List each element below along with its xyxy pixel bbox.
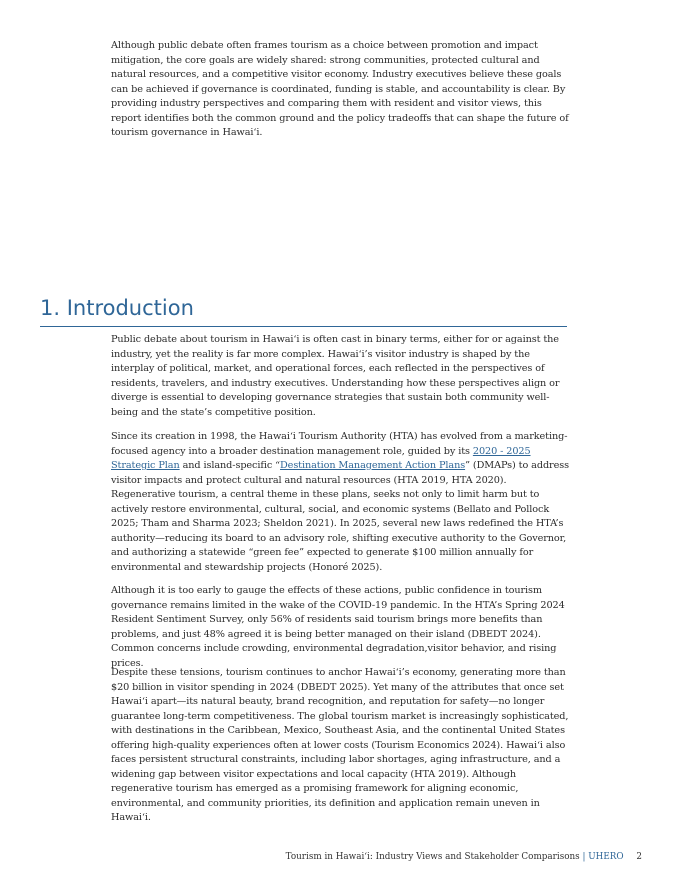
summary-paragraph: Although public debate often frames tourism as a choice between promotion and impact mitigation, the core goals are widely shared: strong communities, protected cultural and natural resources, and a competitive visitor economy. Industry executives believe these goals can be achieved if governance is coordinated, funding is stable, and accountability is clear. By providing industry perspectives and comparing them with resident and visitor views, this report identifies both the common ground and the policy tradeoffs that can shape the future of tourism governance in Hawai‘i. — [111, 40, 569, 138]
section-heading: 1. Introduction — [40, 293, 567, 327]
dmap-link[interactable]: Destination Management Action Plans — [280, 460, 466, 471]
page-number: 2 — [636, 852, 642, 862]
p2-text-a: Since its creation in 1998, the Hawai‘i Tourism Authority (HTA) has evolved from a marketing-focused agency into a broader destination management role, guided by its — [111, 431, 568, 457]
p2-text-b: and island-specific “ — [179, 460, 281, 471]
intro-paragraph-2 — [111, 430, 569, 575]
footer-title: Tourism in Hawai‘i: Industry Views and Stakeholder Comparisons — [285, 852, 580, 862]
page-footer — [286, 852, 642, 862]
intro-paragraph-4: Despite these tensions, tourism continues to anchor Hawai‘i’s economy, generating more than $20 billion in visitor spending in 2024 (DBEDT 2025). Yet many of the attributes that once set Hawai‘i apart—its natural beauty, brand recognition, and reputation for safety—no longer guarantee long-term competitiveness. The global tourism market is increasingly sophisticated, with destinations in the Caribbean, Mexico, Southeast Asia, and the continental United States offering high-quality experiences often at lower costs (Tourism Economics 2024). Hawai‘i also faces persistent structural constraints, including labor shortages, aging infrastructure, and a widening gap between visitor expectations and local capacity (HTA 2019). Although regenerative tourism has emerged as a promising framework for aligning economic, environmental, and community priorities, its definition and application remain uneven in Hawai‘i. — [111, 667, 569, 823]
intro-paragraph-3: Although it is too early to gauge the effects of these actions, public confidence in tourism governance remains limited in the wake of the COVID-19 pandemic. In the HTA’s Spring 2024 Resident Sentiment Survey, only 56% of residents said tourism brings more benefits than problems, and just 48% agreed it is being better managed on their island (DBEDT 2024). Common concerns include crowding, environmental degradation,visitor behavior, and rising prices. — [111, 585, 565, 669]
intro-paragraph-1: Public debate about tourism in Hawai‘i is often cast in binary terms, either for or against the industry, yet the reality is far more complex. Hawai‘i’s visitor industry is shaped by the interplay of political, market, and operational forces, each reflected in the perspectives of residents, travelers, and industry executives. Understanding how these perspectives align or diverge is essential to developing governance strategies that sustain both community well-being and the state’s competitive position. — [111, 334, 560, 418]
footer-brand: UHERO — [588, 852, 624, 862]
footer-separator: | — [582, 852, 586, 862]
p2-text-c: ” (DMAPs) to address visitor impacts and protect cultural and natural resources (HTA 2019, HTA 2020). Regenerative tourism, a central theme in these plans, seeks not only to limit harm but to actively restore environmental, cultural, social, and economic systems (Bellato and Pollock 2025; Tham and Sharma 2023; Sheldon 2021). In 2025, several new laws redefined the HTA’s authority—reducing its board to an advisory role, shifting executive authority to the Governor, and authorizing a statewide “green fee” expected to generate $100 million annually for environmental and stewardship projects (Honoré 2025). — [111, 460, 569, 573]
strategic-plan-link[interactable]: 2020 - 2025 Strategic Plan — [111, 445, 531, 471]
